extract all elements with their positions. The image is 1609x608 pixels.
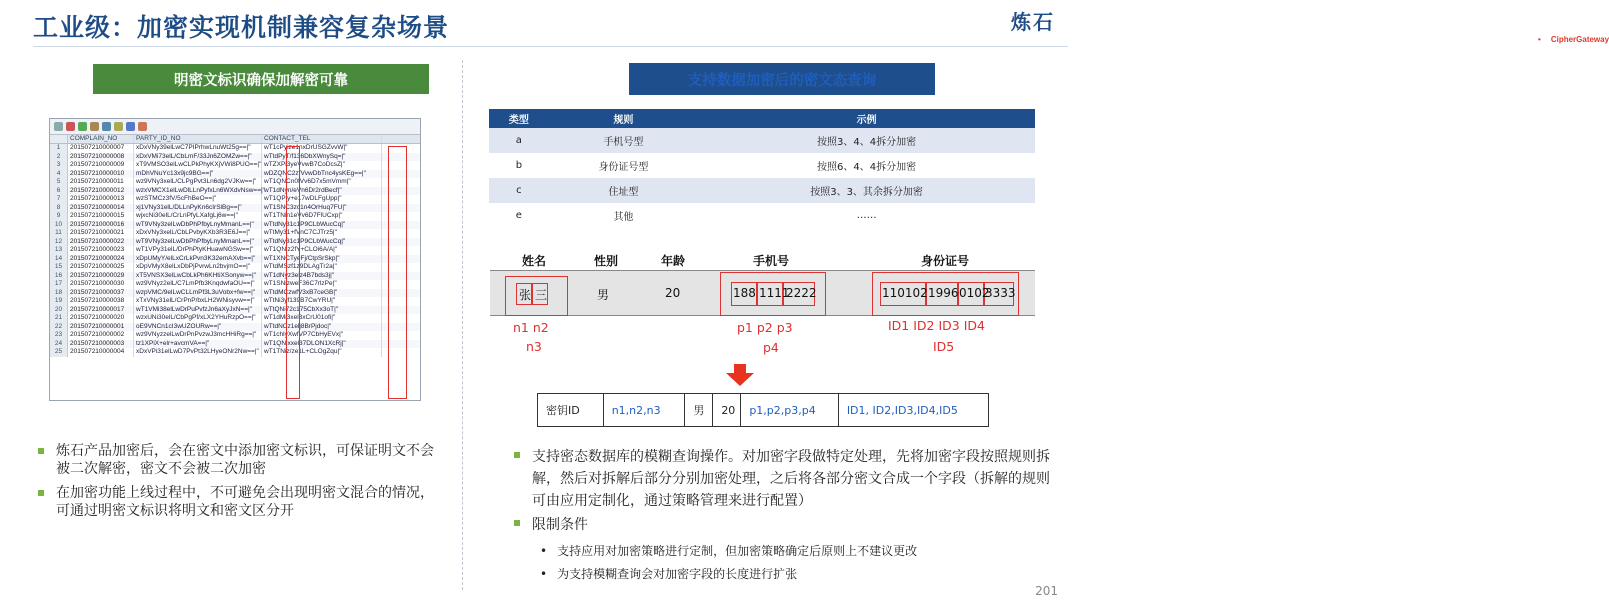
sheet-cell: 4 xyxy=(50,170,68,179)
sheet-cell: 8 xyxy=(50,204,68,213)
sheet-cell: 201507210000037 xyxy=(68,289,134,298)
table-row xyxy=(50,161,420,170)
sheet-cell: 201507210000002 xyxy=(68,331,134,340)
table-row xyxy=(50,229,420,238)
sheet-cell: 16 xyxy=(50,272,68,281)
sheet-cell: mDhVNuYc13x9jc9BG==|" xyxy=(134,170,262,179)
sheet-cell: wT1QNiz2fY+CLOi6A/A|" xyxy=(262,246,382,255)
logo-subtext: • CipherGateway xyxy=(1538,35,1609,44)
th-type: 类型 xyxy=(489,109,549,128)
sheet-cell: wT1cPyize1nxDrUSGZvvW|" xyxy=(262,144,382,153)
label-id5: ID5 xyxy=(933,339,955,354)
down-arrow-icon xyxy=(725,364,755,386)
label-n3: n3 xyxy=(526,339,542,354)
sheet-cell: wTtQNi72c175CbXx3oT|" xyxy=(262,306,382,315)
sheet-cell: tz1XPiX+elr+avcmVA==|" xyxy=(134,340,262,349)
sheet-cell: 23 xyxy=(50,331,68,340)
sheet-cell: wTtdMCzwfV3xB7ceGB|" xyxy=(262,289,382,298)
sheet-cell: xDpVMyX8elLxDbPjPvrwLn2bvjmO==|" xyxy=(134,263,262,272)
sheet-cell: 3 xyxy=(50,161,68,170)
sheet-cell: 19 xyxy=(50,297,68,306)
value-gender: 男 xyxy=(597,288,610,302)
sheet-cell: 201507210000030 xyxy=(68,280,134,289)
value-age: 20 xyxy=(665,286,681,300)
table-row xyxy=(50,272,420,281)
sheet-cell: xDxVNy39elLwC7PIPrhwLnuWt25g==|" xyxy=(134,144,262,153)
table-row xyxy=(50,306,420,315)
sheet-cell: wT1QNixxel37DLON1XcRj|" xyxy=(262,340,382,349)
logo-mark: 炼石 xyxy=(1011,10,1055,34)
key-id: 密钥ID xyxy=(538,394,604,426)
sheet-cell: xT9VMSO3elLwCLPkPhyKXjVWi8PUO==|" xyxy=(136,161,262,168)
right-bullet-1: 支持密态数据库的模糊查询操作。对加密字段做特定处理，先将加密字段按照规则拆解，然后对拆解后部分分别加密处理，之后将各部分密文合成一个字段（拆解的规则可由应用定制化，通过策略管理来进行配置） xyxy=(512,446,1052,512)
label-p1-p3: p1 p2 p3 xyxy=(737,320,793,335)
sub-bullet-1: • 支持应用对加密策略进行定制，但加密策略确定后原则上不建议更改 xyxy=(540,542,917,559)
sheet-cell: wzSTMCz3fV/5cFhBeO==|" xyxy=(134,195,262,204)
spreadsheet-screenshot xyxy=(49,118,421,401)
sheet-cell: 201507210000008 xyxy=(68,153,134,162)
table-row xyxy=(50,221,420,230)
sheet-cell: 1 xyxy=(50,144,68,153)
sheet-cell: 2 xyxy=(50,153,68,162)
table-row xyxy=(50,187,420,196)
sheet-cell: 201507210000020 xyxy=(68,314,134,323)
sheet-cell: wDZQNC2zfVvwDbTnc4ysKEg==|" xyxy=(262,170,382,179)
value-p3: 2222 xyxy=(786,286,817,300)
title-separator xyxy=(33,46,1068,47)
table-row: c 住址型 按照3、3、其余拆分加密 xyxy=(489,178,1035,203)
field-head-age: 年龄 xyxy=(661,254,686,268)
table-row xyxy=(50,204,420,213)
sheet-cell: wz9VNyz2elL/C7LmPfb3KnqdwfaOU==|" xyxy=(134,280,262,289)
label-p4: p4 xyxy=(763,340,779,355)
rules-table xyxy=(489,109,1035,228)
sheet-cell: wT9VNy3zelLwDbPhPfbyLnyMmanL==|" xyxy=(134,221,262,230)
sheet-cell: 14 xyxy=(50,255,68,264)
table-row xyxy=(50,289,420,298)
sheet-cell: wT1VMi38elLwDrPuPvfzJn6aXyJxN==|" xyxy=(134,306,262,315)
sheet-cell: wTtdPyT/f136DbXWnySq=|" xyxy=(262,153,382,162)
sheet-cell: 201507210000023 xyxy=(68,246,134,255)
sheet-cell: wT1QPiy+e17wDLFgUpp|" xyxy=(262,195,382,204)
sheet-cell: 12 xyxy=(50,238,68,247)
sheet-cell: wT1SNC3zc1n4OrHuq7FU|" xyxy=(262,204,382,213)
sheet-cell: 201507210000001 xyxy=(68,323,134,332)
sheet-cell: 11 xyxy=(50,229,68,238)
sheet-cell: 10 xyxy=(50,221,68,230)
red-highlight-id xyxy=(286,146,300,399)
sheet-cell: 201507210000011 xyxy=(68,178,134,187)
sheet-cell: wzxVMCX1elLwDlLLnPyfxLn6WXdvNsw==|" xyxy=(136,186,265,194)
key-name-parts: n1,n2,n3 xyxy=(604,394,686,426)
sheet-cell: 201507210000015 xyxy=(68,212,134,221)
value-n1: 张 xyxy=(519,288,532,302)
sheet-cell: 17 xyxy=(50,280,68,289)
sheet-cell: wz9VNyzzelLwDrPnPvzwJ3mcHHiRg==|" xyxy=(134,331,262,340)
sheet-cell: xT5VNSX3elLwCbLkPh6KHtiXSonyw==|" xyxy=(134,272,262,281)
sheet-cell: 201507210000029 xyxy=(68,272,134,281)
sheet-cell: wzpVMC/9elLwCLLmPf3L3uVobx+fw==|" xyxy=(134,289,262,298)
table-row xyxy=(50,153,420,162)
sheet-header xyxy=(50,135,420,144)
value-p2: 1111 xyxy=(759,286,790,300)
th-example: 示例 xyxy=(698,109,1035,128)
sheet-cell: 7 xyxy=(50,195,68,204)
encrypted-record xyxy=(537,393,989,427)
field-head-phone: 手机号 xyxy=(753,254,790,268)
sheet-cell: wT9VNy3zelLwDbPhPfbyLnyMmanL==|" xyxy=(134,238,262,247)
sheet-cell: 201507210000007 xyxy=(68,144,134,153)
table-row: a 手机号型 按照3、4、4拆分加密 xyxy=(489,128,1035,153)
sheet-cell: wzxUNi30elL/CbPgPf/xLX2YHuRzpO==|" xyxy=(134,314,262,323)
table-row xyxy=(50,195,420,204)
sheet-cell: 18 xyxy=(50,289,68,298)
sheet-cell: 201507210000022 xyxy=(68,238,134,247)
sheet-cell: oE9VNCn1cI3wUZOURw==|" xyxy=(134,323,262,332)
th-rule: 规则 xyxy=(549,109,698,128)
sheet-cell: wTZXPi3yeVvwB7CoDcsZ|" xyxy=(262,161,382,170)
table-row xyxy=(50,246,420,255)
sheet-cell: wTtMy31+fVnC7CJTrz5|" xyxy=(262,229,382,238)
sheet-cell: xTxVNy31elL/CrPnP/bxLH2WNisyvw==|" xyxy=(134,297,262,306)
sheet-cell: xDxVPi31elLwD7PvPt32LHyeONr2Nw==|" xyxy=(134,348,262,357)
table-row xyxy=(50,238,420,247)
field-head-name: 姓名 xyxy=(522,254,547,268)
sheet-cell: xDxVNy3xelL/CbLPvbyKXb3R3E6J==|" xyxy=(134,229,262,238)
sheet-cell: 13 xyxy=(50,246,68,255)
sheet-cell: 201507210000038 xyxy=(68,297,134,306)
table-row xyxy=(50,297,420,306)
table-row xyxy=(50,255,420,264)
sheet-cell: xDpUMyY/elLxCrLkPvn3K32emAXvb==|" xyxy=(134,255,262,264)
sheet-cell: wT1XNCTyeFj/CtpSrSkp|" xyxy=(262,255,382,264)
sheet-cell: 201507210000010 xyxy=(68,170,134,179)
right-bullets xyxy=(512,446,1052,538)
page-number: 201 xyxy=(1035,584,1058,598)
page-title: 工业级：加密实现机制兼容复杂场景 xyxy=(33,13,450,42)
column-divider xyxy=(462,60,463,590)
table-row: b 身份证号型 按照6、4、4拆分加密 xyxy=(489,153,1035,178)
sheet-cell: 201507210000024 xyxy=(68,255,134,264)
field-head-gender: 性别 xyxy=(594,254,619,268)
left-banner: 明密文标识确保加解密可靠 xyxy=(93,64,429,94)
sheet-cell: wTtNi3yf139B7CwYRU|" xyxy=(262,297,382,306)
sheet-cell: wT1dNyz3elz4B7bds3j|" xyxy=(262,272,382,281)
sheet-cell: 22 xyxy=(50,323,68,332)
sheet-cell: 201507210000003 xyxy=(68,340,134,349)
sheet-cell: 201507210000012 xyxy=(68,187,134,196)
sheet-cell: wT1SNizweF36C7rlzPe|" xyxy=(262,280,382,289)
table-row: e 其他 …… xyxy=(489,203,1035,228)
sheet-cell: wT1dMi3xel3xCrU01ofi|" xyxy=(262,314,382,323)
right-banner: 支持数据加密后的密文态查询 xyxy=(629,63,935,95)
left-bullet-2: 在加密功能上线过程中，不可避免会出现明密文混合的情况，可通过明密文标识将明文和密文区分开 xyxy=(36,484,446,520)
sheet-cell: wT1QNCn0fVv6D7x5mVmm|" xyxy=(262,178,382,187)
sheet-cell: wT1dNyn/eVn6Dr2rdBecf|" xyxy=(262,187,382,196)
field-head-id: 身份证号 xyxy=(921,254,970,268)
sheet-cell: wTtdNCz1elj8BrPjdoc|" xyxy=(262,323,382,332)
value-id3: 0102 xyxy=(959,286,990,300)
company-logo xyxy=(998,6,1609,44)
table-row xyxy=(50,280,420,289)
sheet-cell: wTtdNy31c1P9CLbWucCq|" xyxy=(262,238,382,247)
value-p1: 188 xyxy=(733,286,756,300)
sheet-cell: 201507210000009 xyxy=(68,161,134,170)
sheet-cell: wz9VNy3xelL/CLPgPvt3Ln6dg2VJKw==|" xyxy=(134,178,262,187)
sheet-cell: 201507210000016 xyxy=(68,221,134,230)
sheet-cell: wT1TNiz/ze1L+CLOgZqu|" xyxy=(262,348,382,357)
value-n2: 三 xyxy=(535,288,548,302)
sheet-cell: 201507210000025 xyxy=(68,263,134,272)
sheet-cell: xDxVMi73elL/CbLmF/33Jn6ZOMZw==|" xyxy=(134,153,262,162)
left-bullet-1: 炼石产品加密后，会在密文中添加密文标识，可保证明文不会被二次解密，密文不会被二次加密 xyxy=(36,442,446,478)
sheet-cell: wTtdNy31c1P9CLbWucCq|" xyxy=(262,221,382,230)
table-row xyxy=(50,323,420,332)
table-row xyxy=(50,331,420,340)
value-id2: 1996 xyxy=(928,286,959,300)
label-id1-id4: ID1 ID2 ID3 ID4 xyxy=(888,318,985,333)
value-id1: 110102 xyxy=(882,286,928,300)
sheet-cell: 15 xyxy=(50,263,68,272)
sheet-cell: 201507210000021 xyxy=(68,229,134,238)
sheet-cell: 201507210000014 xyxy=(68,204,134,213)
table-row xyxy=(50,314,420,323)
table-row xyxy=(50,170,420,179)
value-id4: 3333 xyxy=(985,286,1016,300)
sheet-cell: 201507210000013 xyxy=(68,195,134,204)
sheet-cell: 21 xyxy=(50,314,68,323)
sheet-cell: wT1VPy31elL/DrPhPtyKHuawNGSw==|" xyxy=(134,246,262,255)
sheet-cell: 5 xyxy=(50,178,68,187)
table-row xyxy=(50,340,420,349)
sub-bullet-2: • 为支持模糊查询会对加密字段的长度进行扩张 xyxy=(540,565,797,582)
col-complain-no: COMPLAIN_NO xyxy=(68,135,134,143)
col-contact-tel: CONTACT_TEL xyxy=(262,135,382,143)
table-row xyxy=(50,212,420,221)
key-gender: 男 xyxy=(685,394,713,426)
sheet-cell: wjxcNi30elL/CrLnPfyLXafgLj6w==|" xyxy=(134,212,262,221)
sheet-cell: wT1TNin1eVv6D7FlUCxp|" xyxy=(262,212,382,221)
key-id-parts: ID1, ID2,ID3,ID4,ID5 xyxy=(846,403,958,417)
sheet-cell: 201507210000017 xyxy=(68,306,134,315)
sheet-cell: wTtdMSzf1z9DLAgTr2a|" xyxy=(262,263,382,272)
sheet-cell: 24 xyxy=(50,340,68,349)
sheet-cell: 6 xyxy=(50,187,68,196)
right-bullet-2: 限制条件 xyxy=(512,514,1052,536)
table-row xyxy=(50,178,420,187)
sheet-cell: xj1VNy31elL/DLLnPyKn6cIrSlBg==|" xyxy=(134,204,262,213)
table-row xyxy=(50,144,420,153)
table-row xyxy=(50,263,420,272)
col-party-id: PARTY_ID_NO xyxy=(134,135,262,143)
key-phone-parts: p1,p2,p3,p4 xyxy=(741,394,839,426)
sheet-toolbar xyxy=(50,119,420,135)
table-row xyxy=(50,348,420,357)
sheet-cell: wT1chlyXwfVP7CbHyEVx|" xyxy=(262,331,382,340)
red-highlight-tel xyxy=(388,146,407,399)
sheet-cell: 201507210000004 xyxy=(68,348,134,357)
sheet-cell: 9 xyxy=(50,212,68,221)
key-age: 20 xyxy=(713,394,741,426)
sheet-cell: 25 xyxy=(50,348,68,357)
label-n1-n2: n1 n2 xyxy=(513,320,549,335)
sheet-rows xyxy=(50,144,420,357)
left-bullets xyxy=(36,442,446,526)
sheet-cell: 20 xyxy=(50,306,68,315)
